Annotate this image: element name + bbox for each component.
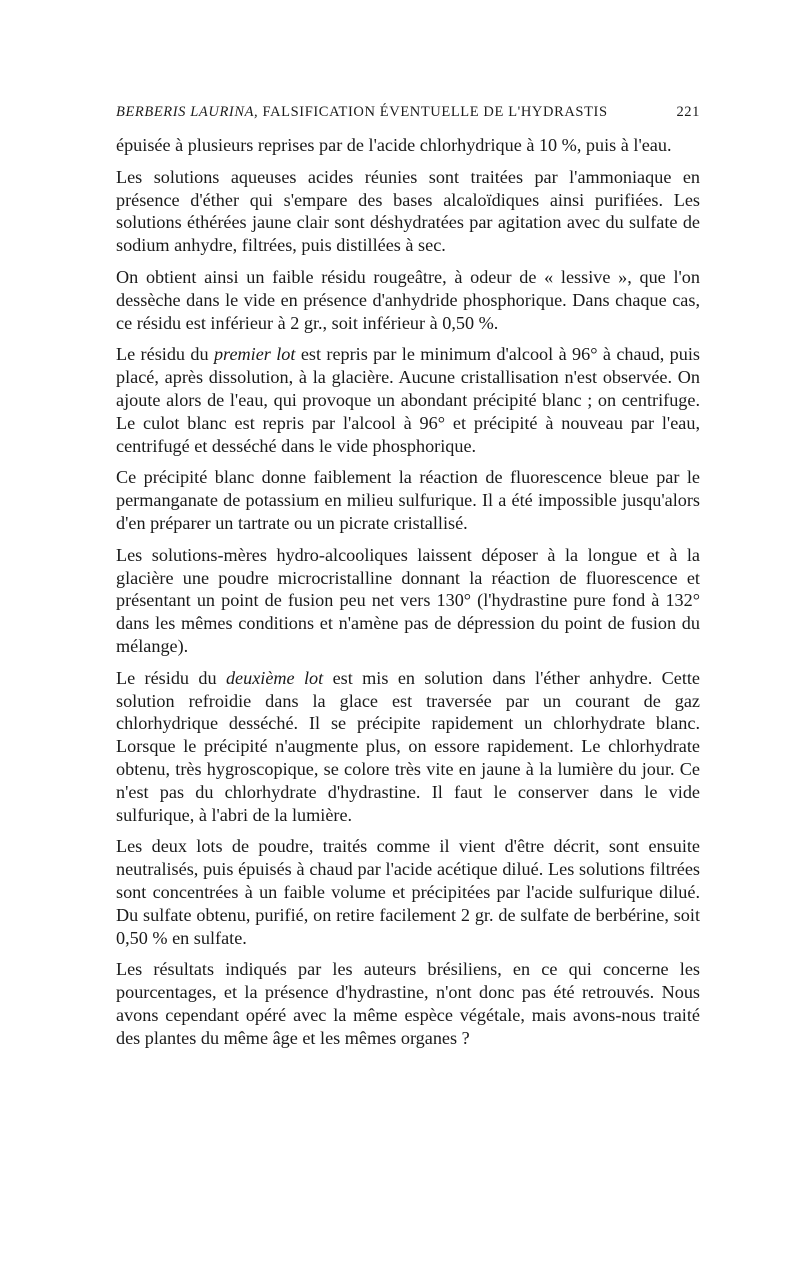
paragraph-5: Ce précipité blanc donne faiblement la réaction de fluorescence bleue par le permanganate de potassium en milieu sulfurique. Il a été impossible jusqu'alors d'en préparer un tartrate ou un picrate cristallisé. <box>116 467 700 533</box>
paragraph-7-rest: est mis en solution dans l'éther anhydre. Cette solution refroidie dans la glace est traversée par un courant de gaz chlorhydrique desséché. Il se précipite rapidement un chlorhydrate blanc. Lorsque le précipité n'augmente plus, on essore rapidement. Le chlorhydrate obtenu, très hygroscopique, se colore très vite en jaune à la lumière du jour. Ce n'est pas du chlorhydrate d'hydrastine. Il faut le conserver dans le vide sulfurique, à l'abri de la lumière. <box>116 667 700 825</box>
page-number: 221 <box>676 104 700 120</box>
paragraph-4-rest: est repris par le minimum d'alcool à 96° à chaud, puis placé, après dissolution, à la glacière. Aucune cristallisation n'est observée. On ajoute alors de l'eau, qui provoque un abondant précipité blanc ; on centrifuge. Le culot blanc est repris par l'alcool à 96° et précipité à nouveau par l'eau, centrifugé et desséché dans le vide phosphorique. <box>116 344 700 456</box>
running-title-rest: FALSIFICATION ÉVENTUELLE DE L'HYDRASTIS <box>258 104 608 120</box>
running-title-italic: BERBERIS LAURINA, <box>116 104 259 120</box>
paragraph-6: Les solutions-mères hydro-alcooliques laissent déposer à la longue et à la glacière une poudre microcristalline donnant la réaction de fluorescence et présentant un point de fusion peu net vers 130° (l'hydrastine pure fond à 132° dans les mêmes conditions et n'amène pas de dépression du point de fusion du mélange). <box>116 544 700 656</box>
paragraph-4-start: Le résidu du <box>116 344 214 365</box>
paragraph-4-emphasis: premier lot <box>213 344 296 365</box>
paragraph-9: Les résultats indiqués par les auteurs brésiliens, en ce qui concerne les pourcentages, et la présence d'hydrastine, n'ont donc pas été retrouvés. Nous avons cependant opéré avec la même espèce végétale, mais avons-nous traité des plantes du même âge et les mêmes organes ? <box>116 959 700 1048</box>
paragraph-8: Les deux lots de poudre, traités comme il vient d'être décrit, sont ensuite neutralisés, puis épuisés à chaud par l'acide acétique dilué. Les solutions filtrées sont concentrées à un faible volume et précipitées par l'acide sulfurique dilué. Du sulfate obtenu, purifié, on retire facilement 2 gr. de sulfate de berbérine, soit 0,50 % en sulfate. <box>116 836 700 948</box>
running-title <box>116 104 608 121</box>
paragraph-7 <box>116 667 700 827</box>
page <box>116 104 700 1058</box>
paragraph-1: épuisée à plusieurs reprises par de l'acide chlorhydrique à 10 %, puis à l'eau. <box>116 135 672 155</box>
paragraph-7-emphasis: deuxième lot <box>225 667 324 688</box>
paragraph-2: Les solutions aqueuses acides réunies sont traitées par l'ammoniaque en présence d'éther qui s'empare des bases alcaloïdiques ainsi purifiées. Les solutions éthérées jaune clair sont déshydratées par agitation avec du sulfate de sodium anhydre, filtrées, puis distillées à sec. <box>116 166 700 256</box>
paragraph-7-start: Le résidu du <box>116 667 226 688</box>
body-text <box>116 134 700 1049</box>
paragraph-4 <box>116 343 700 457</box>
running-header <box>116 104 700 121</box>
paragraph-3: On obtient ainsi un faible résidu rougeâtre, à odeur de « lessive », que l'on dessèche dans le vide en présence d'anhydride phosphorique. Dans chaque cas, ce résidu est inférieur à 2 gr., soit inférieur à 0,50 %. <box>116 266 700 333</box>
